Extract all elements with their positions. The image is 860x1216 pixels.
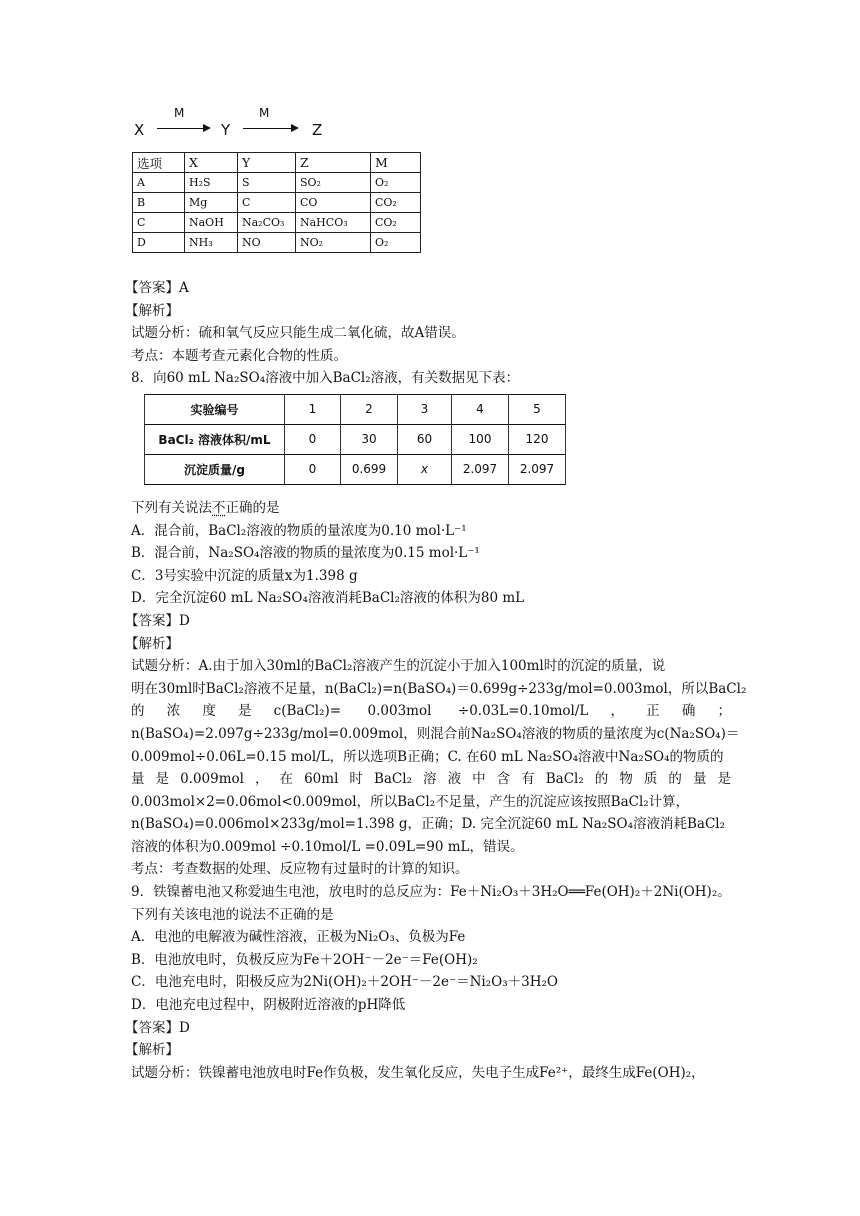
table-header-row (133, 153, 421, 173)
q8-analysis-line: 0.003mol×2=0.06mol<0.009mol，所以BaCl₂不足量，产生的沉淀应该按照BaCl₂计算， (131, 793, 690, 810)
document-page (125, 104, 747, 1084)
q8-analysis-line: 0.009mol÷0.06L=0.15 mol/L，所以选项B正确；C. 在60 mL Na₂SO₄溶液中Na₂SO₄的物质的 (131, 748, 724, 765)
table-cell: 0.699 (341, 454, 398, 484)
q7-analysis: 试题分析：硫和氧气反应只能生成二氧化硫，故A错误。 (131, 325, 465, 342)
arrow-icon (243, 128, 297, 129)
table-cell: S (238, 173, 296, 193)
table-cell: 4 (452, 394, 509, 424)
table-cell: 2 (341, 394, 398, 424)
table-cell: NaOH (185, 213, 238, 233)
q7-point: 考点：本题考查元素化合物的性质。 (131, 347, 347, 364)
header-cell: Y (238, 153, 296, 173)
scheme-x: X (134, 121, 145, 139)
header-cell: 沉淀质量/g (145, 454, 285, 484)
table-cell: B (133, 193, 185, 213)
q8-question-pre: 下列有关说法 (131, 499, 212, 516)
q9-analysis: 试题分析：铁镍蓄电池放电时Fe作负极，发生氧化反应，失电子生成Fe²⁺，最终生成Fe(OH)₂， (131, 1064, 705, 1081)
experiment-table (144, 394, 566, 485)
scheme-z: Z (312, 121, 323, 139)
table-row (145, 424, 566, 454)
table-row (133, 173, 421, 193)
header-cell: X (185, 153, 238, 173)
header-cell: Z (296, 153, 371, 173)
q9-stem-line: 9．铁镍蓄电池又称爱迪生电池，放电时的总反应为：Fe＋Ni₂O₃＋3H₂O══Fe(OH)₂＋2Ni(OH)₂。 (131, 884, 731, 901)
q8-analysis-line: 的浓度是c(BaCl₂)= 0.003mol ÷0.03L=0.10mol/L，正确； (131, 703, 731, 720)
scheme-m1: M (174, 106, 185, 120)
q8-point: 考点：考查数据的处理、反应物有过量时的计算的知识。 (131, 861, 469, 878)
q8-option-b: B．混合前，Na₂SO₄溶液的物质的量浓度为0.15 mol·L⁻¹ (131, 545, 480, 562)
header-cell: BaCl₂ 溶液体积/mL (145, 424, 285, 454)
q9-stem-line: 下列有关该电池的说法不正确的是 (131, 906, 334, 923)
reaction-scheme (131, 104, 731, 150)
q8-analysis-line: n(BaSO₄)=2.097g÷233g/mol=0.009mol，则混合前Na₂SO₄溶液的物质的量浓度为c(Na₂SO₄)＝ (131, 725, 740, 742)
table-cell: CO₂ (371, 193, 421, 213)
q8-analysis-line: 明在30ml时BaCl₂溶液不足量，n(BaCl₂)=n(BaSO₄)＝0.699g÷233g/mol=0.003mol，所以BaCl₂ (131, 680, 747, 697)
q9-analysis-title: 【解析】 (125, 1042, 179, 1059)
q7-analysis-title: 【解析】 (125, 302, 179, 319)
q8-option-d: D．完全沉淀60 mL Na₂SO₄溶液消耗BaCl₂溶液的体积为80 mL (131, 590, 525, 607)
table-row (133, 193, 421, 213)
q8-analysis-line: n(BaSO₄)=0.006mol×233g/mol=1.398 g，正确；D. 完全沉淀60 mL Na₂SO₄溶液消耗BaCl₂ (131, 816, 726, 833)
scheme-m2: M (259, 106, 270, 120)
table-cell: Mg (185, 193, 238, 213)
q8-question (131, 497, 731, 520)
table-cell: 5 (509, 394, 566, 424)
table-cell: 30 (341, 424, 398, 454)
table-header-row (145, 394, 566, 424)
table-cell: 1 (285, 394, 341, 424)
table-cell: 120 (509, 424, 566, 454)
q8-analysis-title: 【解析】 (125, 635, 179, 652)
arrow-icon (157, 128, 209, 129)
table-row (133, 213, 421, 233)
table-cell: 60 (398, 424, 452, 454)
q8-stem: 8．向60 mL Na₂SO₄溶液中加入BaCl₂溶液，有关数据见下表： (131, 370, 520, 387)
table-cell: CO₂ (371, 213, 421, 233)
q8-option-a: A．混合前，BaCl₂溶液的物质的量浓度为0.10 mol·L⁻¹ (131, 522, 467, 539)
table-cell: NO (238, 233, 296, 253)
q9-option-b: B．电池放电时，负极反应为Fe＋2OH⁻－2e⁻＝Fe(OH)₂ (131, 951, 478, 968)
q9-option-c: C．电池充电时，阳极反应为2Ni(OH)₂＋2OH⁻－2e⁻＝Ni₂O₃＋3H₂O (131, 974, 558, 991)
table-cell: NH₃ (185, 233, 238, 253)
table-cell: C (238, 193, 296, 213)
table-cell: Na₂CO₃ (238, 213, 296, 233)
table-cell: 3 (398, 394, 452, 424)
table-cell: SO₂ (296, 173, 371, 193)
q8-question-emphasis: 不 (212, 499, 226, 516)
table-cell: NaHCO₃ (296, 213, 371, 233)
table-cell: 100 (452, 424, 509, 454)
table-cell: D (133, 233, 185, 253)
q8-answer: 【答案】D (125, 612, 190, 629)
table-cell: 0 (285, 424, 341, 454)
table-cell: C (133, 213, 185, 233)
header-cell: 实验编号 (145, 394, 285, 424)
table-row (145, 454, 566, 484)
q8-analysis-line: 试题分析：A.由于加入30ml的BaCl₂溶液产生的沉淀小于加入100ml时的沉淀的质量，说 (131, 658, 666, 675)
q8-question-post: 正确的是 (225, 499, 280, 516)
header-cell: 选项 (133, 153, 185, 173)
table-cell: 2.097 (452, 454, 509, 484)
table-cell: 0 (285, 454, 341, 484)
q9-option-d: D．电池充电过程中，阴极附近溶液的pH降低 (131, 997, 406, 1014)
table-cell: O₂ (371, 233, 421, 253)
table-cell: NO₂ (296, 233, 371, 253)
q7-answer: 【答案】A (125, 280, 189, 296)
table-cell: H₂S (185, 173, 238, 193)
table-cell: CO (296, 193, 371, 213)
q9-option-a: A．电池的电解液为碱性溶液，正极为Ni₂O₃、负极为Fe (131, 929, 466, 946)
q8-analysis-line: 溶液的体积为0.009mol ÷0.10mol/L =0.09L=90 mL，错误。 (131, 838, 524, 855)
header-cell: M (371, 153, 421, 173)
table-cell: O₂ (371, 173, 421, 193)
options-table (132, 152, 421, 253)
table-cell: 2.097 (509, 454, 566, 484)
table-cell: x (398, 454, 452, 484)
scheme-y: Y (221, 121, 231, 139)
table-cell: A (133, 173, 185, 193)
q9-answer: 【答案】D (125, 1019, 190, 1036)
q8-analysis-line: 量是0.009mol，在60ml时BaCl₂溶液中含有BaCl₂的物质的量是 (131, 771, 731, 788)
q8-option-c: C．3号实验中沉淀的质量x为1.398 g (131, 567, 358, 584)
table-row (133, 233, 421, 253)
